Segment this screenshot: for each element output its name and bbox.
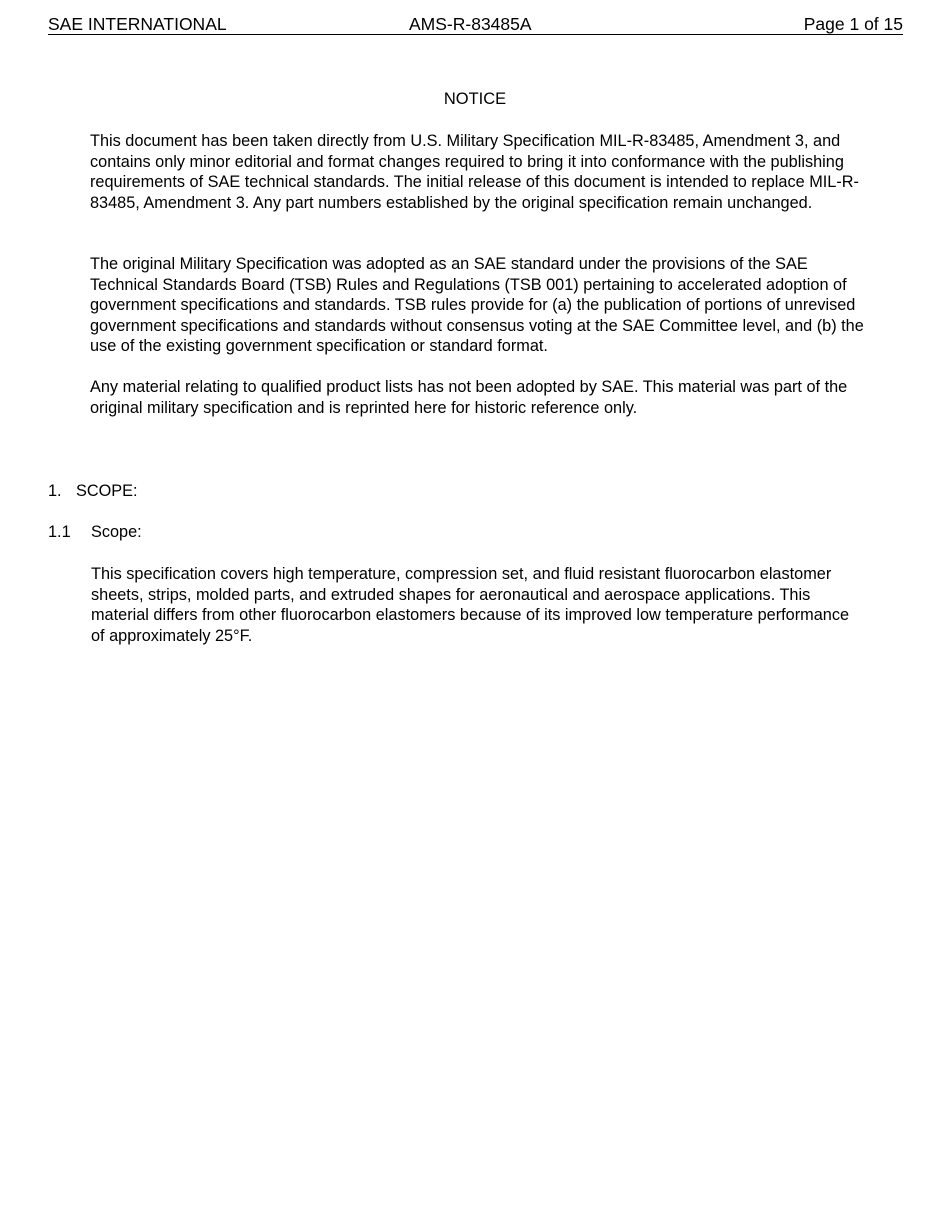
notice-paragraph-1: This document has been taken directly from U.S. Military Specification MIL-R-83485, Amendment 3, and contains only minor editorial and format changes required to bring it into conformance with the publishing requirements of SAE technical standards. The initial release of this document is intended to replace MIL-R-83485, Amendment 3. Any part numbers established by the original specification remain unchanged. bbox=[90, 132, 859, 212]
section-1-1-title: Scope: bbox=[91, 523, 142, 541]
notice-title: NOTICE bbox=[443, 90, 507, 108]
notice-paragraph-3: Any material relating to qualified product lists has not been adopted by SAE. This material was part of the original military specification and is reprinted here for historic reference only. bbox=[90, 378, 848, 417]
header-page-number: Page 1 of 15 bbox=[803, 14, 903, 34]
section-1-1-body: This specification covers high temperature, compression set, and fluid resistant fluorocarbon elastomer sheets, strips, molded parts, and extruded shapes for aeronautical and aerospace applications. This material differs from other fluorocarbon elastomers because of its improved low temperature performance of approximately 25°F. bbox=[91, 565, 850, 645]
header-organization: SAE INTERNATIONAL bbox=[48, 14, 227, 34]
section-1-title: SCOPE: bbox=[76, 482, 138, 500]
page-header bbox=[48, 14, 903, 35]
notice-paragraph-2: The original Military Specification was adopted as an SAE standard under the provisions of the SAE Technical Standards Board (TSB) Rules and Regulations (TSB 001) pertaining to accelerated adoption of government specifications and standards. TSB rules provide for (a) the publication of portions of unrevised government specifications and standards without consensus voting at the SAE Committee level, and (b) the use of the existing government specification or standard format. bbox=[90, 255, 864, 356]
header-document-number: AMS-R-83485A bbox=[409, 14, 532, 34]
section-1-number: 1. bbox=[48, 482, 62, 500]
section-1-1-number: 1.1 bbox=[48, 523, 71, 541]
